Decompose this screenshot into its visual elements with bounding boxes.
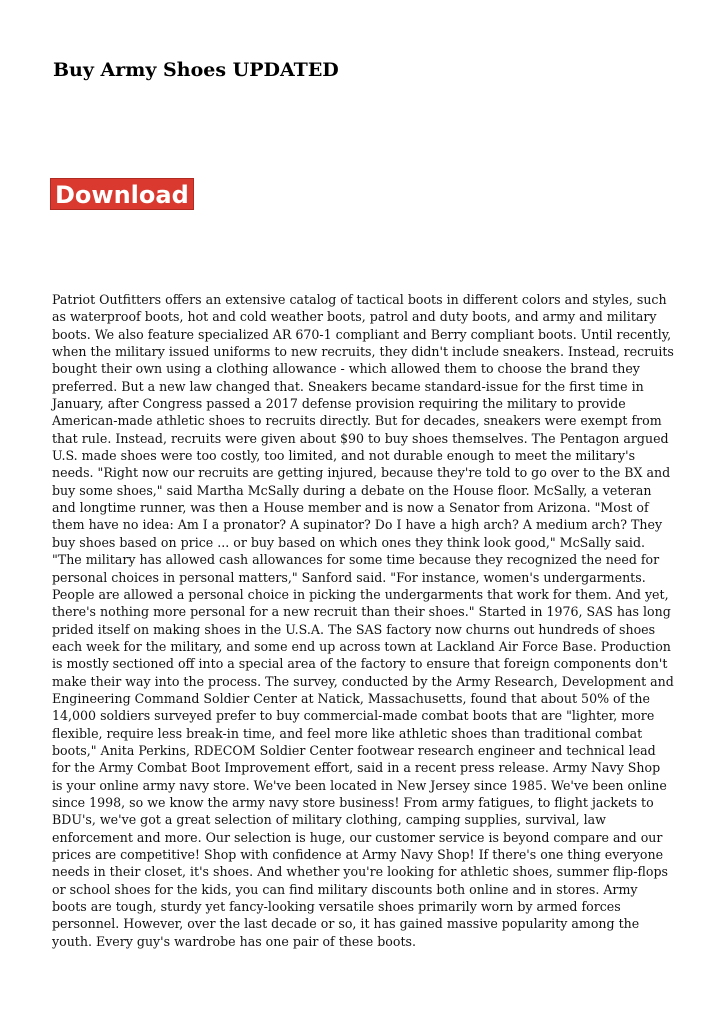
download-button[interactable]: Download bbox=[50, 178, 194, 210]
body-paragraph: Patriot Outfitters offers an extensive catalog of tactical boots in different colors and styles, such as waterproof boots, hot and cold weather boots, patrol and duty boots, and army and military boots. We also feature specialized AR 670-1 compliant and Berry compliant boots. Until recently, when the military issued uniforms to new recruits, they didn't include sneakers. Instead, recruits bought their own using a clothing allowance - which allowed them to choose the brand they preferred. But a new law changed that. Sneakers became standard-issue for the first time in January, after Congress passed a 2017 defense provision requiring the military to provide American-made athletic shoes to recruits directly. But for decades, sneakers were exempt from that rule. Instead, recruits were given about $90 to buy shoes themselves. The Pentagon argued U.S. made shoes were too costly, too limited, and not durable enough to meet the military's needs. "Right now our recruits are getting injured, because they're told to go over to the BX and buy some shoes," said Martha McSally during a debate on the House floor. McSally, a veteran and longtime runner, was then a House member and is now a Senator from Arizona. "Most of them have no idea: Am I a pronator? A supinator? Do I have a high arch? A medium arch? They buy shoes based on price ... or buy based on which ones they think look good," McSally said. "The military has allowed cash allowances for some time because they recognized the need for personal choices in personal matters," Sanford said. "For instance, women's undergarments. People are allowed a personal choice in picking the undergarments that work for them. And yet, there's nothing more personal for a new recruit than their shoes." Started in 1976, SAS has long prided itself on making shoes in the U.S.A. The SAS factory now churns out hundreds of shoes each week for the military, and some end up across town at Lackland Air Force Base. Production is mostly sectioned off into a special area of the factory to ensure that foreign components don't make their way into the process. The survey, conducted by the Army Research, Development and Engineering Command Soldier Center at Natick, Massachusetts, found that about 50% of the 14,000 soldiers surveyed prefer to buy commercial-made combat boots that are "lighter, more flexible, require less break-in time, and feel more like athletic shoes than traditional combat boots," Anita Perkins, RDECOM Soldier Center footwear research engineer and technical lead for the Army Combat Boot Improvement effort, said in a recent press release. Army Navy Shop is your online army navy store. We've been located in New Jersey since 1985. We've been online since 1998, so we know the army navy store business! From army fatigues, to flight jackets to BDU's, we've got a great selection of military clothing, camping supplies, survival, law enforcement and more. Our selection is huge, our customer service is beyond compare and our prices are competitive! Shop with confidence at Army Navy Shop! If there's one thing everyone needs in their closet, it's shoes. And whether you're looking for athletic shoes, summer flip-flops or school shoes for the kids, you can find military discounts both online and in stores. Army boots are tough, sturdy yet fancy-looking versatile shoes primarily worn by armed forces personnel. However, over the last decade or so, it has gained massive popularity among the youth. Every guy's wardrobe has one pair of these boots. bbox=[52, 292, 674, 949]
page-title: Buy Army Shoes UPDATED bbox=[53, 59, 339, 81]
